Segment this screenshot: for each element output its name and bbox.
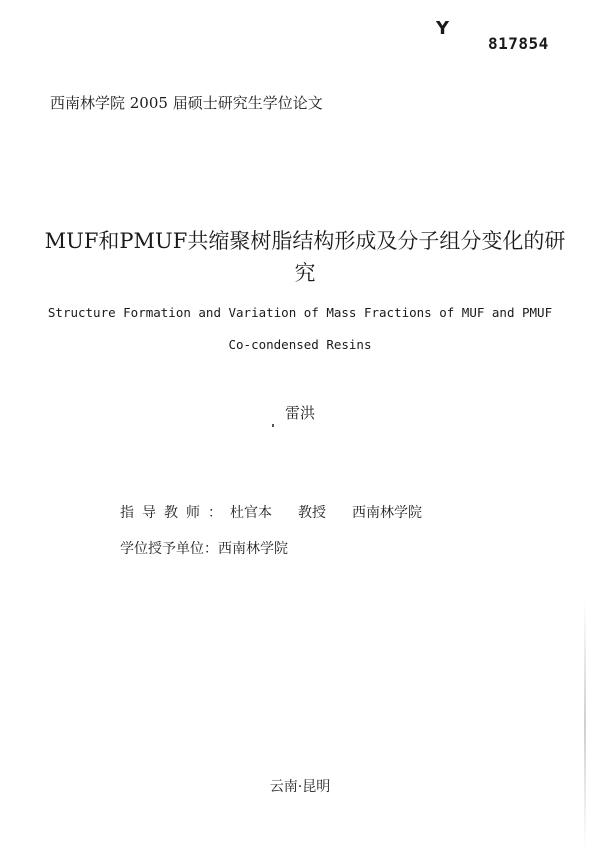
catalog-number: 817854: [488, 34, 549, 53]
place-of-publication: 云南·昆明: [269, 779, 331, 795]
grantor-label: 学位授予单位：: [120, 541, 218, 557]
thesis-title-english: [30, 297, 570, 361]
advisor-rank: 教授: [298, 505, 326, 521]
thesis-title-chinese: MUF和PMUF共缩聚树脂结构形成及分子组分变化的研究: [44, 229, 566, 285]
advisor-row: [120, 502, 422, 522]
scan-speck: [272, 424, 274, 427]
advisor-name: 杜官本: [230, 505, 272, 521]
scan-edge-shadow: [584, 600, 586, 850]
thesis-title-english-line-1: Structure Formation and Variation of Mass Fractions of MUF and PMUF: [47, 305, 553, 320]
advisor-label: 指导教师：: [120, 505, 230, 521]
advisor-institution: 西南林学院: [352, 505, 422, 521]
thesis-series-line: 西南林学院 2005 届硕士研究生学位论文: [50, 94, 323, 112]
catalog-code-letter: Y: [436, 18, 450, 39]
thesis-title-english-line-2: Co-condensed Resins: [228, 337, 372, 352]
grantor-name: 西南林学院: [218, 541, 288, 557]
grantor-row: [120, 538, 288, 558]
author-name: 雷洪: [284, 404, 315, 422]
